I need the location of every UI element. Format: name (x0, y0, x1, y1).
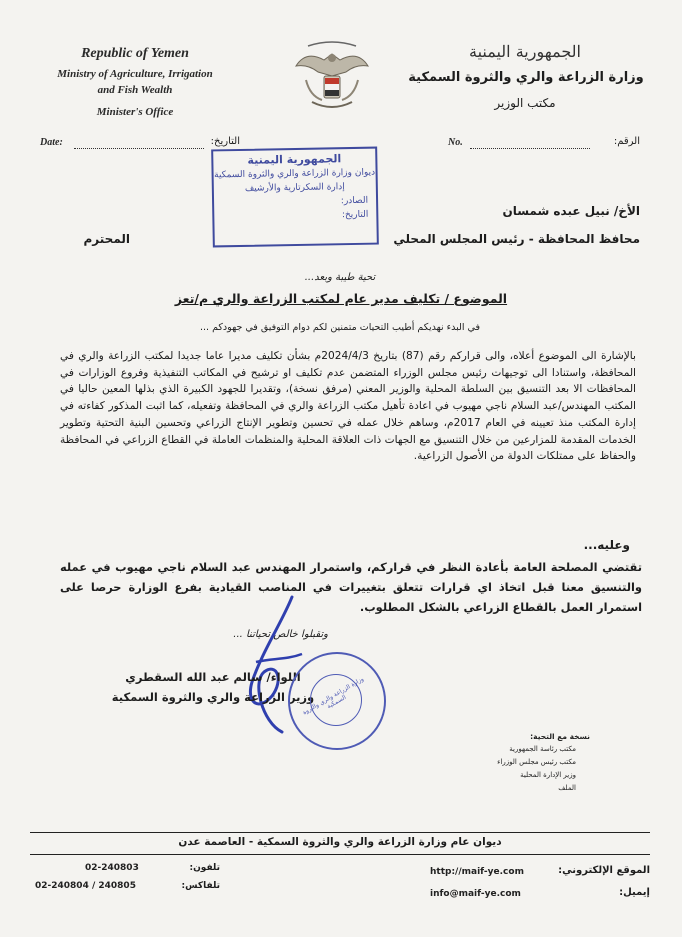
copies-item: الملف (558, 784, 576, 792)
footer-fax-label: تلفاكس: (181, 881, 220, 891)
stamp-line-ministry: ديوان وزارة الزراعة والري والثروة السمكية (214, 167, 376, 181)
header-en-ministry: Ministry of Agriculture, Irrigation (57, 68, 213, 80)
header-ar-ministry: وزارة الزراعة والري والثروة السمكية (408, 70, 644, 85)
recipient-name: الأخ/ نبيل عبده شمسان (502, 204, 640, 218)
conclusion-paragraph: تقتضي المصلحة العامة بأعادة النظر في قراركم، واستمرار المهندس عبد السلام ناجي مهيوب في عمله والتنسيق معنا قبل اتخاذ اي قرارات تتعلق بتغييرات في المناصب القيادية بفرع الوزارة حرصا على استمرار العمل بالقطاع الزراعي بالشكل المطلوب. (60, 560, 642, 614)
footer-email-label: إيميل: (619, 887, 650, 898)
copies-item: مكتب رئاسة الجمهورية (509, 745, 576, 753)
footer-website[interactable]: http://maif-ye.com (430, 867, 524, 877)
body-paragraph: بالإشارة الى الموضوع أعلاه، والى قراركم رقم (87) بتاريخ 2024/4/3م بشأن تكليف مديرا عاما جديدا لمكتب الزراعة والري في المحافظة، واستنادا الى توجيهات رئيس مجلس الوزراء المتضمن عدم تكليف او ترشيح في المكاتب التنفيذية وفروع الوزارات في المحافظات الا بعد التنسيق بين السلطة المحلية والوزير المعني (مرفق نسخة)، وتقديرا للجهود الكبيرة الذي بذلها المعين حاليا في المكتب المهندس/عبد السلام ناجي مهيوب في اعادة تأهيل مكتب الزراعة والري في المحافظة وتفعيله، كما اثبت المذكور كفاءته في إدارة المكتب منذ تعيينه في العام 2017م، وساهم خلال عمله في تحسين وتطوير الإنتاج الزراعي وتحسين البنية التحتية وتطوير الخدمات المقدمة للمزارعين من خلال التنسيق مع الجهات ذات العلاقة المحلية والمنظمات العاملة في القطاع الزراعي في المحافظة والحفاظ على ممتلكات الدولة من الأصول الزراعية. (60, 350, 636, 463)
copies-heading: نسخة مع التحية: (530, 732, 590, 741)
footer-website-label: الموقع الإلكتروني: (558, 865, 650, 876)
header-ar-country: الجمهورية اليمنية (468, 42, 581, 61)
date-label-en: Date: (40, 137, 63, 148)
yemen-eagle-emblem-icon (286, 36, 378, 116)
header-en-country: Republic of Yemen (81, 46, 189, 61)
copies-item: وزير الإدارة المحلية (520, 771, 576, 779)
greeting: تحية طيبة وبعد... (304, 272, 376, 283)
stamp-line-department: إدارة السكرتارية والأرشيف (244, 182, 345, 194)
ministry-seal (288, 652, 386, 750)
header-en-ministry-2: and Fish Wealth (97, 84, 173, 96)
footer-email[interactable]: info@maif-ye.com (430, 889, 521, 899)
recipient-title: محافظ المحافظة - رئيس المجلس المحلي (393, 232, 640, 246)
footer-phone-label: تلفون: (189, 863, 220, 873)
header-en-office: Minister's Office (96, 106, 174, 118)
footer-title: ديوان عام وزارة الزراعة والري والثروة السمكية - العاصمة عدن (178, 836, 502, 848)
seal-text: وزارة الزراعة والري والثروة السمكية (301, 675, 366, 717)
footer-fax: 02-240804 / 240805 (35, 881, 136, 891)
signatory-name: اللواء/ سالم عبد الله السقطري (125, 670, 301, 684)
intro-line: في البدء نهديكم أطيب التحيات متمنين لكم دوام التوفيق في جهودكم ... (200, 322, 480, 333)
number-field-line (470, 148, 590, 149)
footer-divider-top (30, 832, 650, 833)
stamp-line-country: الجمهورية اليمنية (247, 152, 342, 167)
stamp-line-date: التاريخ: (341, 209, 369, 221)
signatory-title: وزير الزراعة والري والثروة السمكية (111, 690, 315, 704)
number-label-ar: الرقم: (613, 136, 640, 147)
subject-line: الموضوع / تكليف مدير عام لمكتب الزراعة والري م/تعز (174, 291, 508, 306)
copies-item: مكتب رئيس مجلس الوزراء (497, 758, 576, 766)
stamp-line-outgoing: الصادر: (340, 195, 369, 207)
closing-line: وتقبلوا خالص تحياتنا ... (233, 629, 328, 640)
recipient-honorific: المحترم (83, 232, 130, 246)
header-ar-office: مكتب الوزير (494, 96, 556, 110)
conclusion-intro: وعليه... (583, 538, 630, 552)
footer-divider-bottom (30, 854, 650, 855)
copies-block (430, 730, 590, 795)
date-field-line (74, 148, 204, 149)
number-label-en: No. (448, 137, 463, 148)
footer-phone: 02-240803 (85, 863, 139, 873)
date-label-ar: التاريخ: (210, 136, 240, 147)
